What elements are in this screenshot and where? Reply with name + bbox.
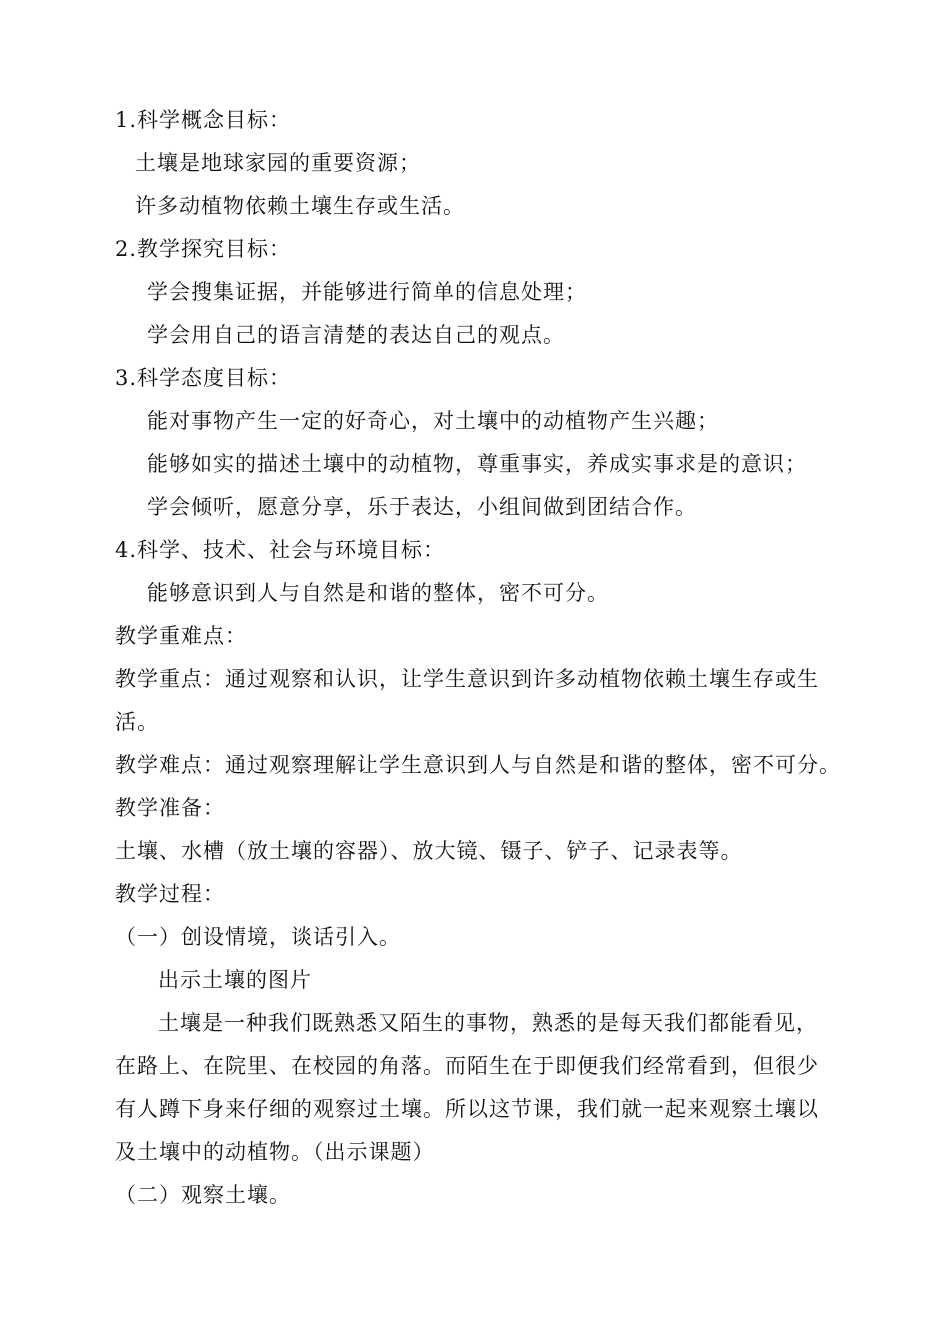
text-line: 活。 [115,710,159,734]
text-line: 许多动植物依赖土壤生存或生活。 [135,194,465,218]
text-line: 有人蹲下身来仔细的观察过土壤。所以这节课，我们就一起来观察土壤以 [115,1097,819,1121]
text-line: 教学难点：通过观察理解让学生意识到人与自然是和谐的整体，密不可分。 [115,753,841,777]
text-line: 学会搜集证据，并能够进行简单的信息处理； [147,280,587,304]
section-heading: （二）观察土壤。 [115,1183,291,1207]
heading-inquiry: 2.教学探究目标： [115,237,292,261]
text-line: 土壤是一种我们既熟悉又陌生的事物，熟悉的是每天我们都能看见， [158,1011,818,1035]
text-line: 能够意识到人与自然是和谐的整体，密不可分。 [147,581,609,605]
text-line: 及土壤中的动植物。（出示课题） [115,1140,435,1164]
heading-science-concept: 1.科学概念目标： [115,108,292,132]
heading-preparation: 教学准备： [115,796,225,820]
text-line: 能够如实的描述土壤中的动植物，尊重事实，养成实事求是的意识； [147,452,807,476]
text-line: 学会用自己的语言清楚的表达自己的观点。 [147,323,565,347]
heading-attitude: 3.科学态度目标： [115,366,292,390]
text-line: 出示土壤的图片 [158,968,312,992]
heading-key-points: 教学重难点： [115,624,247,648]
text-line: 能对事物产生一定的好奇心，对土壤中的动植物产生兴趣； [147,409,719,433]
heading-stse: 4.科学、技术、社会与环境目标： [115,538,446,562]
text-line: 学会倾听，愿意分享，乐于表达，小组间做到团结合作。 [147,495,697,519]
heading-process: 教学过程： [115,882,225,906]
text-line: 在路上、在院里、在校园的角落。而陌生在于即便我们经常看到，但很少 [115,1054,819,1078]
text-line: 教学重点：通过观察和认识，让学生意识到许多动植物依赖土壤生存或生 [115,667,819,691]
section-heading: （一）创设情境，谈话引入。 [115,925,401,949]
text-line: 土壤是地球家园的重要资源； [135,151,421,175]
text-line: 土壤、水槽（放土壤的容器）、放大镜、镊子、铲子、记录表等。 [115,839,743,863]
